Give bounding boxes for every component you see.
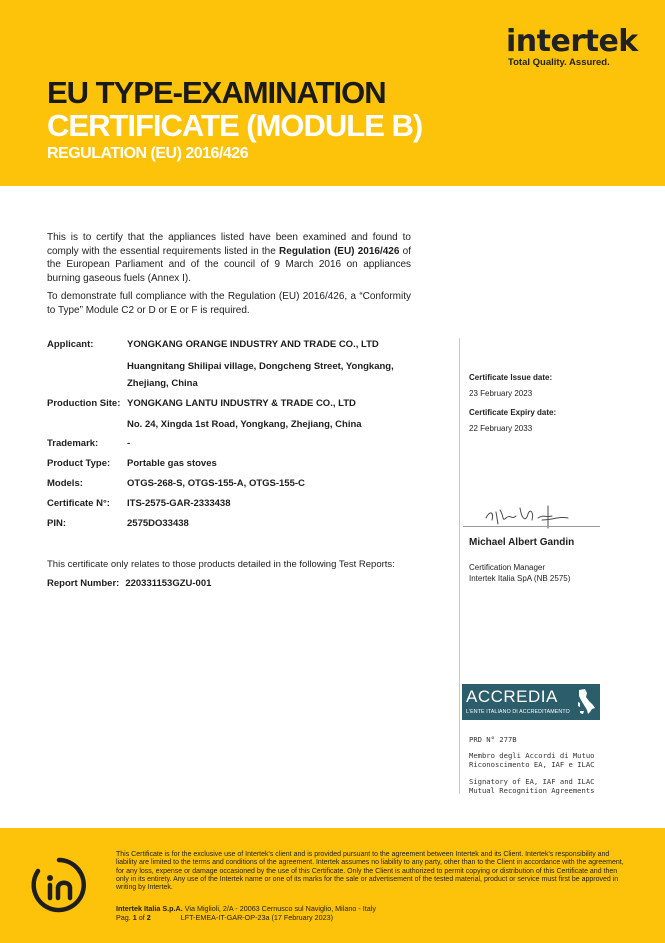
models-label: Models: — [47, 478, 83, 489]
signer-organization: Intertek Italia SpA (NB 2575) — [469, 574, 571, 583]
trademark-label: Trademark: — [47, 438, 99, 449]
applicant-name: YONGKANG ORANGE INDUSTRY AND TRADE CO., LTD — [127, 339, 379, 350]
intro-regulation: Regulation (EU) 2016/426 — [279, 245, 400, 257]
certificate-number-value: ITS-2575-GAR-2333438 — [127, 498, 231, 509]
pin-label: PIN: — [47, 518, 66, 529]
models-value: OTGS-268-S, OTGS-155-A, OTGS-155-C — [127, 478, 305, 489]
italy-map-icon — [576, 688, 596, 716]
issue-date-value: 23 February 2023 — [469, 389, 533, 398]
footer-company-name: Intertek Italia S.p.A. — [116, 904, 183, 913]
product-type-label: Product Type: — [47, 458, 111, 469]
signatory-line-2: Mutual Recognition Agreements — [469, 786, 595, 795]
intro-p1-before: This is to certify that the appliances listed have been examined and found to comply with the essential requirements listed in the — [47, 232, 411, 257]
intro-p1-after: of the European Parliament and of the council of 9 March 2016 on appliances burning gaseous fuels (Annex I). — [47, 245, 412, 284]
production-site-label: Production Site: — [47, 398, 121, 409]
report-number-value: 220331153GZU-001 — [125, 578, 212, 589]
title-line-2: CERTIFICATE (MODULE B) — [47, 108, 423, 143]
footer-disclaimer: This Certificate is for the exclusive use of Intertek's client and is provided pursuant to the agreement between Intertek and its Client. Intertek's responsibility and liability are limited to the terms and conditions of the agreement. Intertek assumes no liability to any party, other than to the Client in accordance with the agreement, for any loss, expense or damage occasioned by the use of this Certificate. Only the Client is authorized to permit copying or distribution of this Certificate and then only in its entirety. Any use of the Intertek name or one of its marks for the sale or advertisement of the tested material, product or service must first be approved in writing by Intertek. — [116, 851, 624, 892]
production-site-name: YONGKANG LANTU INDUSTRY & TRADE CO., LTD — [127, 398, 356, 409]
footer-company-line — [116, 904, 376, 913]
trademark-value: - — [127, 438, 131, 449]
intro-text — [47, 231, 411, 323]
title-line-1: EU TYPE-EXAMINATION — [47, 75, 386, 110]
footer-page-line — [116, 913, 333, 922]
logo-wordmark: intertek — [506, 24, 638, 59]
expiry-date-label: Certificate Expiry date: — [469, 408, 557, 417]
signature-icon — [482, 500, 572, 532]
column-divider — [459, 338, 460, 794]
intro-paragraph-2: To demonstrate full compliance with the Regulation (EU) 2016/426, a “Conformity to Type” Module C2 or D or E or F is required. — [47, 291, 411, 316]
page-prefix: Pag. — [116, 913, 131, 922]
page-of: of — [138, 913, 145, 922]
signatory-line-1: Signatory of EA, IAF and ILAC — [469, 777, 595, 786]
intertek-in-icon — [30, 856, 88, 914]
accredia-logo — [462, 684, 600, 720]
page-total: 2 — [146, 913, 151, 922]
applicant-address-1: Huangnitang Shilipai village, Dongcheng Street, Yongkang, — [127, 361, 394, 372]
signature-line — [463, 526, 600, 527]
certificate-number-label: Certificate N°: — [47, 498, 110, 509]
page-number: 1 — [132, 913, 137, 922]
issue-date-label: Certificate Issue date: — [469, 373, 553, 382]
applicant-label: Applicant: — [47, 339, 94, 350]
production-site-address: No. 24, Xingda 1st Road, Yongkang, Zhejiang, China — [127, 419, 362, 430]
intertek-logo — [506, 26, 640, 68]
accredia-wordmark: ACCREDIA — [466, 687, 558, 706]
footer-company-address: Via Miglioli, 2/A - 20063 Cernusco sul Naviglio, Milano - Italy — [184, 904, 376, 913]
intro-paragraph-1 — [47, 231, 411, 285]
prd-number: PRD N° 277B — [469, 735, 517, 744]
pin-value: 2575DO33438 — [127, 518, 189, 529]
membro-line-2: Riconoscimento EA, IAF e ILAC — [469, 760, 595, 769]
membro-line-1: Membro degli Accordi di Mutuo — [469, 751, 595, 760]
test-reports-note: This certificate only relates to those products detailed in the following Test Reports: — [47, 559, 395, 570]
applicant-address-2: Zhejiang, China — [127, 378, 198, 389]
form-code: LFT-EMEA-IT-GAR-OP-23a (17 February 2023) — [180, 913, 333, 922]
signer-role: Certification Manager — [469, 563, 546, 572]
report-number-row — [47, 578, 211, 589]
accredia-subtitle: L'ENTE ITALIANO DI ACCREDITAMENTO — [466, 709, 570, 715]
title-line-3: REGULATION (EU) 2016/426 — [47, 145, 249, 162]
logo-tagline: Total Quality. Assured. — [508, 57, 610, 68]
signer-name: Michael Albert Gandin — [469, 537, 575, 548]
product-type-value: Portable gas stoves — [127, 458, 217, 469]
expiry-date-value: 22 February 2033 — [469, 424, 533, 433]
report-number-label: Report Number: — [47, 578, 120, 589]
